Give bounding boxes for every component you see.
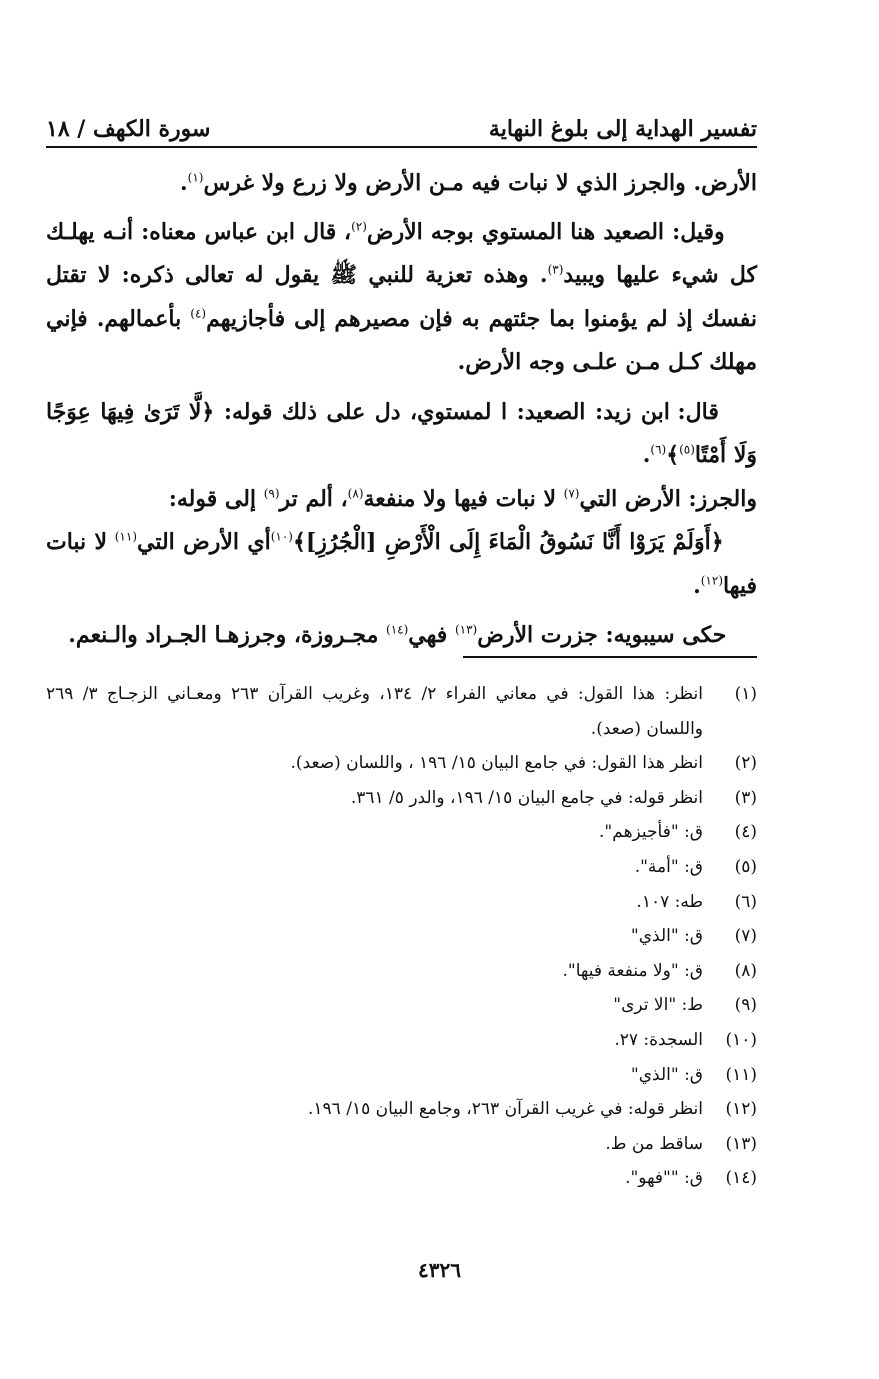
footnote: (٧) ق: "الذي" (630, 926, 757, 947)
footnote-ref: (٤) (190, 306, 207, 321)
paragraph: قال: ابن زيد: الصعيد: ا لمستوي، دل على ذلك قوله: ﴿لَّا تَرَىٰ فِيهَا عِوَجًا وَلَا أَمْتًا$^{(٥)}$﴾$^{(٦)}$. والجرز: الأرض التي$^{(٧)}$ لا نبات فيها ولا منفعة$^{(٨)}$، ألم تر$^{(٩)}$ إلى قوله: ﴿أَوَلَمْ يَرَوْا أَنَّا نَسُوقُ الْمَاءَ إِلَى الْأَرْضِ [الْجُرُزِ]﴾$^{(١٠)}$أي الأرض التي$^{(١١)}$ لا نبات فيها$^{(١٢)}$. (46, 398, 757, 599)
page-number: ٤٣٢٦ (418, 1258, 461, 1282)
footnote-ref: (٢) (351, 219, 367, 234)
footnote-ref: (٧) (563, 486, 580, 501)
footnote-rule (463, 656, 757, 658)
quran-verse: ﴿أَوَلَمْ يَرَوْا أَنَّا نَسُوقُ الْمَاءَ إِلَى الْأَرْضِ [الْجُرُزِ]﴾ (292, 529, 724, 555)
footnote-ref: (١) (187, 170, 204, 185)
footnote-ref: (١٤) (386, 622, 409, 637)
footnote: (١٣) ساقط من ط. (605, 1133, 757, 1154)
footnote: (١) انظر: هذا القول: في معاني الفراء ٢/ ١٣٤، وغريب القرآن ٢٦٣ ومعـاني الزجـاج ٣/ ٢٦٩ واللسان (صعد). (46, 684, 757, 739)
footnotes (46, 677, 757, 1196)
main-text (46, 162, 757, 663)
footnote: (٩) ط: "الا ترى" (613, 995, 757, 1016)
footnote-ref: (٦) (650, 442, 667, 457)
footnote: (٢) انظر هذا القول: في جامع البيان ١٥/ ١٩٦ ، واللسان (صعد). (290, 753, 757, 774)
footnote: (١٠) السجدة: ٢٧. (614, 1029, 757, 1050)
footnote-ref: (١١) (114, 529, 137, 544)
footnote-ref: (٨) (347, 486, 364, 501)
footnote: (١٤) ق: ""فهو". (625, 1168, 757, 1189)
paragraph: حكى سيبويه: جزرت الأرض$^{(١٣)}$ فهي$^{(١٤)}$ مجـروزة، وجرزهـا الجـراد والـنعم. (68, 622, 727, 648)
footnote-ref: (١٢) (700, 573, 723, 588)
footnote: (١١) ق: "الذي" (630, 1064, 757, 1085)
footnote: (٤) ق: "فأجيزهم". (599, 822, 757, 843)
footnote: (٥) ق: "أمة". (634, 856, 757, 877)
footnote: (٣) انظر قوله: في جامع البيان ١٥/ ١٩٦، والدر ٥/ ٣٦١. (350, 787, 757, 808)
surah-page-label: سورة الكهف / ١٨ (46, 116, 211, 142)
book-title: تفسير الهداية إلى بلوغ النهاية (488, 116, 757, 142)
footnote: (١٢) انظر قوله: في غريب القرآن ٢٦٣، وجامع البيان ١٥/ ١٩٦. (307, 1099, 757, 1120)
footnote-ref: (٣) (547, 262, 564, 277)
paragraph: الأرض. والجرز الذي لا نبات فيه مـن الأرض ولا زرع ولا غرس$^{(١)}$. (179, 170, 757, 196)
footnote-ref: (٥) (679, 442, 695, 457)
header-rule (46, 146, 757, 148)
footnote: (٨) ق: "ولا منفعة فيها". (562, 960, 757, 981)
footnote-ref: (١٠) (270, 529, 293, 544)
footnote-ref: (١٣) (454, 622, 478, 637)
footnote: (٦) طه: ١٠٧. (636, 891, 757, 912)
paragraph: وقيل: الصعيد هنا المستوي بوجه الأرض$^{(٢)}$، قال ابن عباس معناه: أنـه يهلـك كل شيء عليها ويبيد$^{(٣)}$. وهذه تعزية للنبي ﷺ يقول له تعالى ذكره: لا تقتل نفسك إذ لم يؤمنوا بما جئتهم به فإن مصيرهم إلى فأجازيهم$^{(٤)}$ بأعمالهم. فإني مهلك كـل مـن علـى وجه الأرض. (46, 218, 757, 375)
footnote-ref: (٩) (263, 486, 280, 501)
running-header (46, 100, 757, 142)
